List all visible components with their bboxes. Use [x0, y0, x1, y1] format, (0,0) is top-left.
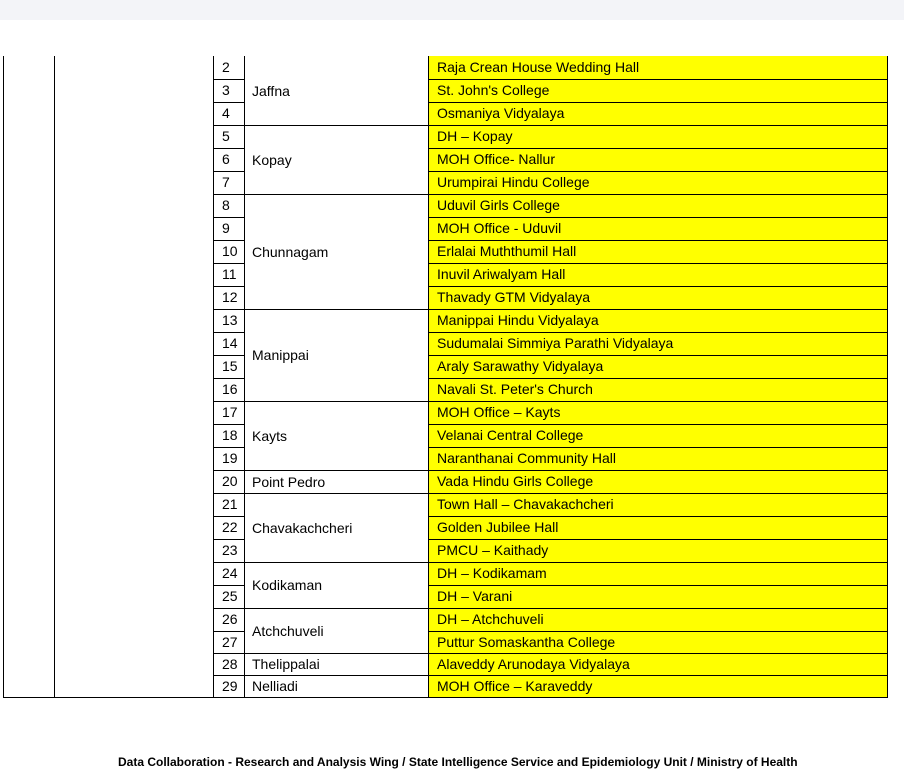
moh-area-name: Chavakachcheri [252, 519, 353, 536]
area-group-divider [244, 125, 429, 126]
venue-name: Inuvil Ariwalyam Hall [437, 266, 566, 282]
row-number: 5 [222, 128, 230, 144]
venue-name: Thavady GTM Vidyalaya [437, 289, 591, 305]
column-divider [54, 56, 55, 698]
venue-name: Manippai Hindu Vidyalaya [437, 312, 599, 328]
area-group-divider [244, 470, 429, 471]
row-number: 10 [222, 243, 238, 259]
moh-area-name: Manippai [252, 347, 309, 363]
row-number: 11 [222, 266, 237, 282]
top-toolbar-strip [0, 0, 904, 20]
column-divider [3, 56, 4, 698]
area-group-divider [244, 608, 429, 609]
row-number: 28 [222, 656, 238, 672]
area-group-divider [244, 309, 429, 310]
row-number: 26 [222, 611, 238, 627]
row-number: 18 [222, 427, 238, 443]
venue-name: PMCU – Kaithady [437, 542, 549, 558]
row-number: 16 [222, 381, 238, 397]
venue-name: DH – Kopay [437, 128, 513, 144]
row-number: 17 [222, 404, 238, 420]
venue-name: Sudumalai Simmiya Parathi Vidyalaya [437, 335, 674, 351]
venue-name: Golden Jubilee Hall [437, 519, 559, 535]
venue-name: Uduvil Girls College [437, 197, 560, 213]
row-number: 20 [222, 473, 238, 489]
moh-area-name: Atchchuveli [252, 622, 324, 639]
venue-name: Puttur Somaskantha College [437, 634, 616, 650]
venue-name: MOH Office - Uduvil [437, 220, 562, 236]
area-group-divider [244, 675, 429, 676]
moh-area-name: Nelliadi [252, 678, 298, 694]
area-group-divider [244, 562, 429, 563]
area-group-divider [244, 653, 429, 654]
row-number: 21 [222, 496, 238, 512]
venue-name: Osmaniya Vidyalaya [437, 105, 565, 121]
venue-name: MOH Office – Karaveddy [437, 678, 593, 694]
row-number: 4 [222, 105, 230, 121]
row-number: 23 [222, 542, 238, 558]
venue-name: Urumpirai Hindu College [437, 174, 590, 190]
row-number: 22 [222, 519, 238, 535]
venue-name: St. John's College [437, 82, 550, 98]
venue-name: Naranthanai Community Hall [437, 450, 616, 466]
moh-area-name: Thelippalai [252, 656, 320, 672]
venue-name: DH – Kodikamam [437, 565, 547, 581]
venue-name: Velanai Central College [437, 427, 584, 443]
row-number: 14 [222, 335, 238, 351]
venue-name: MOH Office – Kayts [437, 404, 561, 420]
moh-area-name: Point Pedro [252, 473, 326, 490]
venue-name: Vada Hindu Girls College [437, 473, 594, 489]
moh-area-name: Kopay [252, 151, 292, 168]
venue-name: Erlalai Muththumil Hall [437, 243, 577, 259]
moh-area-name: Jaffna [252, 82, 290, 99]
row-number: 25 [222, 588, 238, 604]
moh-area-name: Chunnagam [252, 243, 329, 260]
row-number: 24 [222, 565, 238, 581]
area-group-divider [244, 493, 429, 494]
venue-name: DH – Varani [437, 588, 513, 604]
area-group-divider [244, 194, 429, 195]
moh-area-name: Kayts [252, 427, 288, 444]
row-number: 9 [222, 220, 230, 236]
row-number: 29 [222, 678, 238, 694]
venue-name: Raja Crean House Wedding Hall [437, 59, 640, 75]
venue-name: MOH Office- Nallur [437, 151, 555, 167]
column-divider [428, 56, 429, 698]
row-number: 27 [222, 634, 238, 650]
area-group-divider [244, 401, 429, 402]
column-divider [244, 56, 245, 698]
moh-area-name: Kodikaman [252, 577, 323, 593]
column-divider [887, 56, 888, 698]
venue-name: Navali St. Peter's Church [437, 381, 593, 397]
row-number: 2 [222, 59, 230, 75]
row-number: 15 [222, 358, 238, 374]
row-number: 3 [222, 82, 230, 98]
row-number: 8 [222, 197, 230, 213]
row-number: 19 [222, 450, 238, 466]
venue-name: Araly Sarawathy Vidyalaya [437, 358, 604, 374]
footer-credit: Data Collaboration - Research and Analysis Wing / State Intelligence Service and Epidemiology Unit / Ministry of Health [118, 755, 798, 769]
row-number: 6 [222, 151, 230, 167]
row-number: 7 [222, 174, 230, 190]
row-number: 13 [222, 312, 238, 328]
venue-name: Alaveddy Arunodaya Vidyalaya [437, 656, 630, 672]
venue-name: DH – Atchchuveli [437, 611, 544, 627]
venue-name: Town Hall – Chavakachcheri [437, 496, 614, 512]
row-number: 12 [222, 289, 238, 305]
